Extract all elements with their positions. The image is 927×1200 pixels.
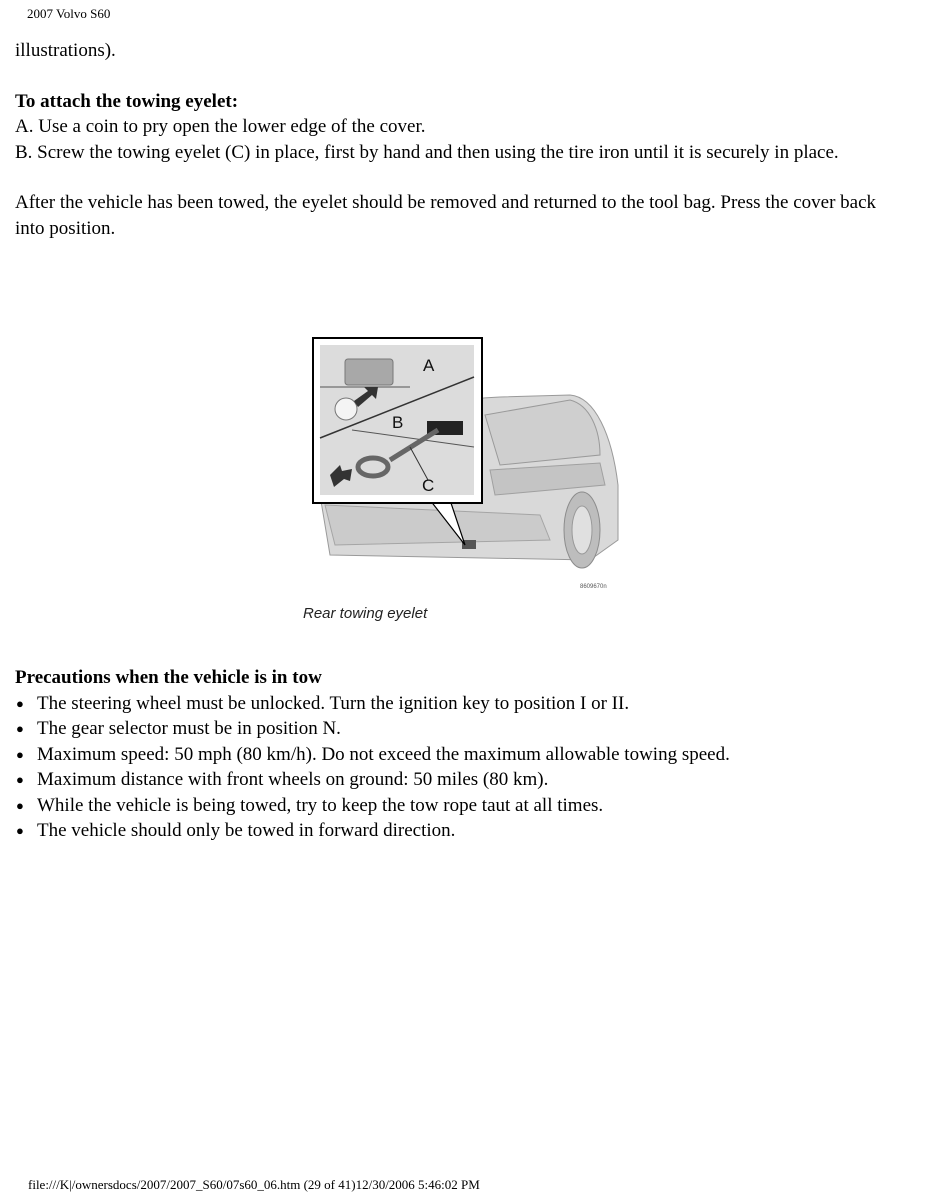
list-item: ● Maximum distance with front wheels on ground: 50 miles (80 km). xyxy=(15,767,895,793)
precautions-heading: Precautions when the vehicle is in tow xyxy=(15,667,322,688)
attach-heading: To attach the towing eyelet: xyxy=(15,90,239,112)
bullet-icon: ● xyxy=(16,695,24,711)
towing-eyelet-illustration xyxy=(300,335,625,630)
list-item: ● The gear selector must be in position N. xyxy=(15,716,895,742)
list-item: ● Maximum speed: 50 mph (80 km/h). Do not exceed the maximum allowable towing speed. xyxy=(15,742,895,768)
instructions-section xyxy=(15,38,895,242)
figure-code: 8609670n xyxy=(580,584,607,590)
step-b-text: B. Screw the towing eyelet (C) in place, first by hand and then using the tire iron until it is securely in place. xyxy=(15,141,839,163)
precautions-section xyxy=(15,665,895,844)
towing-eyelet-drawing xyxy=(300,335,625,605)
list-item: ● The vehicle should only be towed in forward direction. xyxy=(15,818,895,844)
step-a-text: A. Use a coin to pry open the lower edge of the cover. xyxy=(15,116,426,138)
page-header-title: 2007 Volvo S60 xyxy=(27,6,111,21)
list-item: ● While the vehicle is being towed, try to keep the tow rope taut at all times. xyxy=(15,793,895,819)
label-a: A xyxy=(423,356,435,375)
page-footer-path: file:///K|/ownersdocs/2007/2007_S60/07s60_06.htm (29 of 41)12/30/2006 5:46:02 PM xyxy=(28,1177,480,1192)
label-c: C xyxy=(422,476,435,495)
bullet-icon: ● xyxy=(16,797,24,813)
precautions-list xyxy=(15,691,895,844)
after-tow-text: After the vehicle has been towed, the eyelet should be removed and returned to the tool bag. Press the cover back into position. xyxy=(15,192,877,239)
list-item: ● The steering wheel must be unlocked. Turn the ignition key to position I or II. xyxy=(15,691,895,717)
bullet-icon: ● xyxy=(16,746,24,762)
figure-caption: Rear towing eyelet xyxy=(303,605,428,622)
bullet-icon: ● xyxy=(16,772,24,787)
label-b: B xyxy=(392,413,404,432)
continuation-text: illustrations). xyxy=(15,40,116,61)
bullet-icon: ● xyxy=(16,823,24,838)
bullet-icon: ● xyxy=(16,721,24,736)
